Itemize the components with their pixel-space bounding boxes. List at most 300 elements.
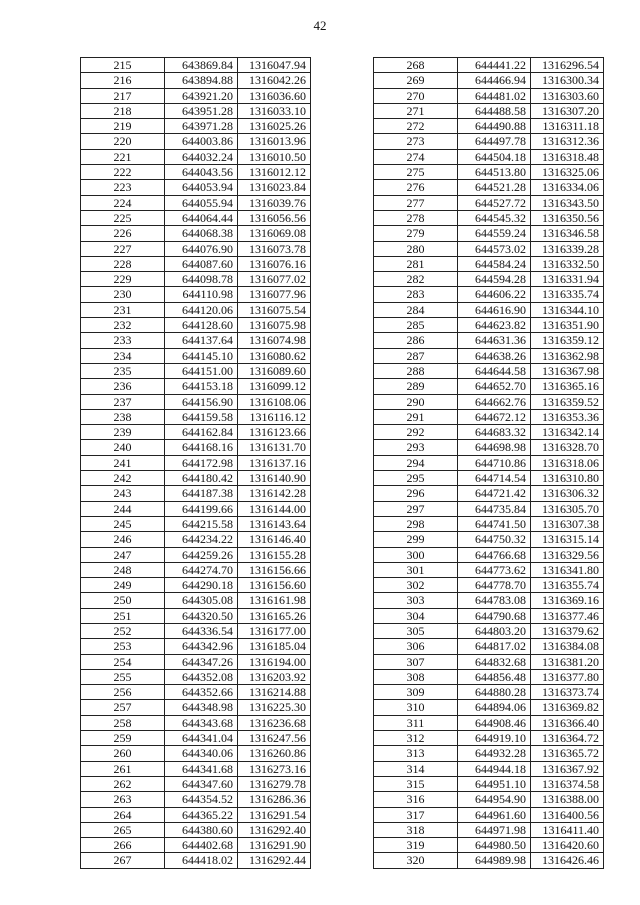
table-row — [374, 103, 604, 118]
y-coordinate-cell: 1316165.26 — [238, 608, 311, 623]
table-row — [81, 333, 311, 348]
x-coordinate-cell: 644856.48 — [458, 669, 531, 684]
table-row — [374, 149, 604, 164]
point-number-cell: 262 — [81, 776, 165, 791]
table-row — [374, 318, 604, 333]
point-number-cell: 303 — [374, 593, 458, 608]
table-row — [374, 241, 604, 256]
point-number-cell: 282 — [374, 272, 458, 287]
x-coordinate-cell: 644944.18 — [458, 761, 531, 776]
table-row — [374, 409, 604, 424]
x-coordinate-cell: 644721.42 — [458, 486, 531, 501]
table-row — [81, 501, 311, 516]
y-coordinate-cell: 1316286.36 — [238, 792, 311, 807]
point-number-cell: 310 — [374, 700, 458, 715]
y-coordinate-cell: 1316300.34 — [531, 73, 604, 88]
table-row — [374, 639, 604, 654]
x-coordinate-cell: 644347.60 — [165, 776, 238, 791]
x-coordinate-cell: 644644.58 — [458, 363, 531, 378]
x-coordinate-cell: 644735.84 — [458, 501, 531, 516]
x-coordinate-cell: 644783.08 — [458, 593, 531, 608]
point-number-cell: 319 — [374, 838, 458, 853]
y-coordinate-cell: 1316369.82 — [531, 700, 604, 715]
table-row — [81, 210, 311, 225]
y-coordinate-cell: 1316332.50 — [531, 256, 604, 271]
table-row — [374, 593, 604, 608]
table-row — [374, 822, 604, 837]
point-number-cell: 287 — [374, 348, 458, 363]
x-coordinate-cell: 644120.06 — [165, 302, 238, 317]
y-coordinate-cell: 1316367.98 — [531, 363, 604, 378]
x-coordinate-cell: 644137.64 — [165, 333, 238, 348]
table-body — [374, 58, 604, 869]
y-coordinate-cell: 1316334.06 — [531, 180, 604, 195]
x-coordinate-cell: 644234.22 — [165, 532, 238, 547]
y-coordinate-cell: 1316335.74 — [531, 287, 604, 302]
table-row — [374, 379, 604, 394]
point-number-cell: 312 — [374, 731, 458, 746]
y-coordinate-cell: 1316341.80 — [531, 562, 604, 577]
y-coordinate-cell: 1316156.60 — [238, 578, 311, 593]
x-coordinate-cell: 644172.98 — [165, 455, 238, 470]
point-number-cell: 294 — [374, 455, 458, 470]
y-coordinate-cell: 1316236.68 — [238, 715, 311, 730]
table-row — [81, 608, 311, 623]
x-coordinate-cell: 644259.26 — [165, 547, 238, 562]
y-coordinate-cell: 1316033.10 — [238, 103, 311, 118]
x-coordinate-cell: 644961.60 — [458, 807, 531, 822]
point-number-cell: 247 — [81, 547, 165, 562]
table-row — [374, 562, 604, 577]
point-number-cell: 313 — [374, 746, 458, 761]
table-row — [374, 746, 604, 761]
point-number-cell: 225 — [81, 210, 165, 225]
point-number-cell: 258 — [81, 715, 165, 730]
x-coordinate-cell: 644559.24 — [458, 226, 531, 241]
point-number-cell: 228 — [81, 256, 165, 271]
x-coordinate-cell: 644790.68 — [458, 608, 531, 623]
x-coordinate-cell: 644778.70 — [458, 578, 531, 593]
x-coordinate-cell: 644032.24 — [165, 149, 238, 164]
table-row — [374, 685, 604, 700]
table-row — [374, 226, 604, 241]
table-row — [81, 578, 311, 593]
y-coordinate-cell: 1316307.20 — [531, 103, 604, 118]
y-coordinate-cell: 1316144.00 — [238, 501, 311, 516]
y-coordinate-cell: 1316315.14 — [531, 532, 604, 547]
x-coordinate-cell: 644954.90 — [458, 792, 531, 807]
y-coordinate-cell: 1316318.48 — [531, 149, 604, 164]
point-number-cell: 315 — [374, 776, 458, 791]
x-coordinate-cell: 644347.26 — [165, 654, 238, 669]
x-coordinate-cell: 644584.24 — [458, 256, 531, 271]
table-row — [374, 88, 604, 103]
point-number-cell: 305 — [374, 623, 458, 638]
y-coordinate-cell: 1316311.18 — [531, 119, 604, 134]
point-number-cell: 264 — [81, 807, 165, 822]
point-number-cell: 288 — [374, 363, 458, 378]
table-row — [374, 700, 604, 715]
y-coordinate-cell: 1316225.30 — [238, 700, 311, 715]
point-number-cell: 306 — [374, 639, 458, 654]
y-coordinate-cell: 1316344.10 — [531, 302, 604, 317]
x-coordinate-cell: 644352.66 — [165, 685, 238, 700]
point-number-cell: 311 — [374, 715, 458, 730]
point-number-cell: 295 — [374, 471, 458, 486]
x-coordinate-cell: 644348.98 — [165, 700, 238, 715]
point-number-cell: 229 — [81, 272, 165, 287]
table-row — [374, 363, 604, 378]
x-coordinate-cell: 644156.90 — [165, 394, 238, 409]
table-row — [81, 103, 311, 118]
point-number-cell: 241 — [81, 455, 165, 470]
x-coordinate-cell: 644466.94 — [458, 73, 531, 88]
point-number-cell: 289 — [374, 379, 458, 394]
x-coordinate-cell: 644710.86 — [458, 455, 531, 470]
point-number-cell: 223 — [81, 180, 165, 195]
y-coordinate-cell: 1316343.50 — [531, 195, 604, 210]
point-number-cell: 291 — [374, 409, 458, 424]
table-row — [81, 241, 311, 256]
table-row — [81, 547, 311, 562]
y-coordinate-cell: 1316369.16 — [531, 593, 604, 608]
x-coordinate-cell: 644573.02 — [458, 241, 531, 256]
x-coordinate-cell: 644951.10 — [458, 776, 531, 791]
x-coordinate-cell: 644402.68 — [165, 838, 238, 853]
x-coordinate-cell: 644594.28 — [458, 272, 531, 287]
y-coordinate-cell: 1316155.28 — [238, 547, 311, 562]
y-coordinate-cell: 1316012.12 — [238, 165, 311, 180]
table-row — [81, 669, 311, 684]
y-coordinate-cell: 1316377.80 — [531, 669, 604, 684]
x-coordinate-cell: 644055.94 — [165, 195, 238, 210]
x-coordinate-cell: 644215.58 — [165, 516, 238, 531]
table-row — [81, 700, 311, 715]
point-number-cell: 230 — [81, 287, 165, 302]
y-coordinate-cell: 1316156.66 — [238, 562, 311, 577]
x-coordinate-cell: 644521.28 — [458, 180, 531, 195]
point-number-cell: 297 — [374, 501, 458, 516]
table-row — [374, 501, 604, 516]
table-row — [81, 623, 311, 638]
point-number-cell: 279 — [374, 226, 458, 241]
x-coordinate-cell: 644908.46 — [458, 715, 531, 730]
point-number-cell: 251 — [81, 608, 165, 623]
y-coordinate-cell: 1316080.62 — [238, 348, 311, 363]
table-row — [81, 287, 311, 302]
table-row — [374, 302, 604, 317]
table-row — [374, 440, 604, 455]
table-row — [81, 440, 311, 455]
point-number-cell: 296 — [374, 486, 458, 501]
y-coordinate-cell: 1316305.70 — [531, 501, 604, 516]
x-coordinate-cell: 644741.50 — [458, 516, 531, 531]
point-number-cell: 317 — [374, 807, 458, 822]
table-row — [81, 58, 311, 73]
y-coordinate-cell: 1316366.40 — [531, 715, 604, 730]
y-coordinate-cell: 1316161.98 — [238, 593, 311, 608]
point-number-cell: 219 — [81, 119, 165, 134]
table-row — [81, 409, 311, 424]
x-coordinate-cell: 644098.78 — [165, 272, 238, 287]
x-coordinate-cell: 644932.28 — [458, 746, 531, 761]
table-row — [81, 562, 311, 577]
table-row — [81, 761, 311, 776]
table-row — [374, 134, 604, 149]
x-coordinate-cell: 644180.42 — [165, 471, 238, 486]
point-number-cell: 299 — [374, 532, 458, 547]
table-row — [374, 394, 604, 409]
table-row — [81, 792, 311, 807]
point-number-cell: 286 — [374, 333, 458, 348]
y-coordinate-cell: 1316273.16 — [238, 761, 311, 776]
point-number-cell: 231 — [81, 302, 165, 317]
table-row — [374, 532, 604, 547]
point-number-cell: 252 — [81, 623, 165, 638]
point-number-cell: 283 — [374, 287, 458, 302]
x-coordinate-cell: 644076.90 — [165, 241, 238, 256]
point-number-cell: 274 — [374, 149, 458, 164]
table-row — [374, 516, 604, 531]
table-row — [374, 73, 604, 88]
point-number-cell: 309 — [374, 685, 458, 700]
x-coordinate-cell: 644545.32 — [458, 210, 531, 225]
table-row — [81, 746, 311, 761]
table-row — [374, 623, 604, 638]
point-number-cell: 240 — [81, 440, 165, 455]
table-row — [374, 333, 604, 348]
y-coordinate-cell: 1316146.40 — [238, 532, 311, 547]
point-number-cell: 260 — [81, 746, 165, 761]
y-coordinate-cell: 1316420.60 — [531, 838, 604, 853]
point-number-cell: 238 — [81, 409, 165, 424]
point-number-cell: 265 — [81, 822, 165, 837]
table-row — [374, 578, 604, 593]
x-coordinate-cell: 644128.60 — [165, 318, 238, 333]
point-number-cell: 270 — [374, 88, 458, 103]
point-number-cell: 218 — [81, 103, 165, 118]
x-coordinate-cell: 643869.84 — [165, 58, 238, 73]
point-number-cell: 277 — [374, 195, 458, 210]
x-coordinate-cell: 644980.50 — [458, 838, 531, 853]
y-coordinate-cell: 1316318.06 — [531, 455, 604, 470]
table-row — [81, 715, 311, 730]
y-coordinate-cell: 1316036.60 — [238, 88, 311, 103]
x-coordinate-cell: 644043.56 — [165, 165, 238, 180]
table-row — [81, 685, 311, 700]
y-coordinate-cell: 1316367.92 — [531, 761, 604, 776]
x-coordinate-cell: 644365.22 — [165, 807, 238, 822]
point-number-cell: 256 — [81, 685, 165, 700]
y-coordinate-cell: 1316325.06 — [531, 165, 604, 180]
x-coordinate-cell: 644662.76 — [458, 394, 531, 409]
y-coordinate-cell: 1316047.94 — [238, 58, 311, 73]
y-coordinate-cell: 1316140.90 — [238, 471, 311, 486]
table-row — [374, 608, 604, 623]
table-body — [81, 58, 311, 869]
x-coordinate-cell: 644481.02 — [458, 88, 531, 103]
y-coordinate-cell: 1316331.94 — [531, 272, 604, 287]
y-coordinate-cell: 1316291.54 — [238, 807, 311, 822]
x-coordinate-cell: 644488.58 — [458, 103, 531, 118]
y-coordinate-cell: 1316137.16 — [238, 455, 311, 470]
x-coordinate-cell: 643921.20 — [165, 88, 238, 103]
point-number-cell: 281 — [374, 256, 458, 271]
x-coordinate-cell: 644159.58 — [165, 409, 238, 424]
table-row — [81, 256, 311, 271]
y-coordinate-cell: 1316025.26 — [238, 119, 311, 134]
x-coordinate-cell: 644380.60 — [165, 822, 238, 837]
page-number: 42 — [313, 18, 327, 33]
y-coordinate-cell: 1316381.20 — [531, 654, 604, 669]
x-coordinate-cell: 644773.62 — [458, 562, 531, 577]
y-coordinate-cell: 1316291.90 — [238, 838, 311, 853]
y-coordinate-cell: 1316279.78 — [238, 776, 311, 791]
table-row — [81, 226, 311, 241]
table-row — [374, 287, 604, 302]
table-row — [81, 363, 311, 378]
point-number-cell: 222 — [81, 165, 165, 180]
y-coordinate-cell: 1316077.96 — [238, 287, 311, 302]
table-row — [81, 119, 311, 134]
point-number-cell: 271 — [374, 103, 458, 118]
y-coordinate-cell: 1316099.12 — [238, 379, 311, 394]
x-coordinate-cell: 644750.32 — [458, 532, 531, 547]
table-row — [374, 792, 604, 807]
x-coordinate-cell: 644305.08 — [165, 593, 238, 608]
table-row — [374, 547, 604, 562]
point-number-cell: 302 — [374, 578, 458, 593]
x-coordinate-cell: 644638.26 — [458, 348, 531, 363]
point-number-cell: 227 — [81, 241, 165, 256]
point-number-cell: 242 — [81, 471, 165, 486]
point-number-cell: 239 — [81, 425, 165, 440]
point-number-cell: 272 — [374, 119, 458, 134]
table-row — [374, 471, 604, 486]
y-coordinate-cell: 1316042.26 — [238, 73, 311, 88]
table-row — [81, 318, 311, 333]
point-number-cell: 304 — [374, 608, 458, 623]
table-row — [81, 394, 311, 409]
x-coordinate-cell: 644513.80 — [458, 165, 531, 180]
y-coordinate-cell: 1316353.36 — [531, 409, 604, 424]
point-number-cell: 320 — [374, 853, 458, 868]
y-coordinate-cell: 1316359.12 — [531, 333, 604, 348]
point-number-cell: 276 — [374, 180, 458, 195]
y-coordinate-cell: 1316074.98 — [238, 333, 311, 348]
y-coordinate-cell: 1316039.76 — [238, 195, 311, 210]
table-row — [81, 272, 311, 287]
y-coordinate-cell: 1316303.60 — [531, 88, 604, 103]
x-coordinate-cell: 644832.68 — [458, 654, 531, 669]
x-coordinate-cell: 644504.18 — [458, 149, 531, 164]
x-coordinate-cell: 644497.78 — [458, 134, 531, 149]
point-number-cell: 215 — [81, 58, 165, 73]
y-coordinate-cell: 1316131.70 — [238, 440, 311, 455]
x-coordinate-cell: 644343.68 — [165, 715, 238, 730]
table-row — [81, 348, 311, 363]
table-row — [81, 807, 311, 822]
point-number-cell: 285 — [374, 318, 458, 333]
x-coordinate-cell: 644623.82 — [458, 318, 531, 333]
point-number-cell: 220 — [81, 134, 165, 149]
table-row — [374, 425, 604, 440]
y-coordinate-cell: 1316365.72 — [531, 746, 604, 761]
y-coordinate-cell: 1316342.14 — [531, 425, 604, 440]
point-number-cell: 243 — [81, 486, 165, 501]
table-row — [81, 88, 311, 103]
point-number-cell: 216 — [81, 73, 165, 88]
point-number-cell: 253 — [81, 639, 165, 654]
y-coordinate-cell: 1316346.58 — [531, 226, 604, 241]
y-coordinate-cell: 1316142.28 — [238, 486, 311, 501]
x-coordinate-cell: 644003.86 — [165, 134, 238, 149]
x-coordinate-cell: 644606.22 — [458, 287, 531, 302]
y-coordinate-cell: 1316310.80 — [531, 471, 604, 486]
x-coordinate-cell: 644714.54 — [458, 471, 531, 486]
point-number-cell: 301 — [374, 562, 458, 577]
point-number-cell: 263 — [81, 792, 165, 807]
point-number-cell: 232 — [81, 318, 165, 333]
table-row — [81, 471, 311, 486]
x-coordinate-cell: 644766.68 — [458, 547, 531, 562]
table-row — [81, 654, 311, 669]
point-number-cell: 235 — [81, 363, 165, 378]
y-coordinate-cell: 1316351.90 — [531, 318, 604, 333]
y-coordinate-cell: 1316373.74 — [531, 685, 604, 700]
point-number-cell: 259 — [81, 731, 165, 746]
table-row — [374, 348, 604, 363]
point-number-cell: 246 — [81, 532, 165, 547]
point-number-cell: 254 — [81, 654, 165, 669]
y-coordinate-cell: 1316073.78 — [238, 241, 311, 256]
point-number-cell: 224 — [81, 195, 165, 210]
y-coordinate-cell: 1316260.86 — [238, 746, 311, 761]
x-coordinate-cell: 644527.72 — [458, 195, 531, 210]
point-number-cell: 314 — [374, 761, 458, 776]
y-coordinate-cell: 1316384.08 — [531, 639, 604, 654]
table-row — [81, 195, 311, 210]
x-coordinate-cell: 644320.50 — [165, 608, 238, 623]
x-coordinate-cell: 644919.10 — [458, 731, 531, 746]
x-coordinate-cell: 644989.98 — [458, 853, 531, 868]
y-coordinate-cell: 1316143.64 — [238, 516, 311, 531]
y-coordinate-cell: 1316400.56 — [531, 807, 604, 822]
table-row — [374, 195, 604, 210]
table-row — [374, 838, 604, 853]
point-number-cell: 237 — [81, 394, 165, 409]
y-coordinate-cell: 1316329.56 — [531, 547, 604, 562]
x-coordinate-cell: 644341.68 — [165, 761, 238, 776]
y-coordinate-cell: 1316339.28 — [531, 241, 604, 256]
table-row — [374, 165, 604, 180]
x-coordinate-cell: 644068.38 — [165, 226, 238, 241]
point-number-cell: 284 — [374, 302, 458, 317]
table-row — [81, 731, 311, 746]
x-coordinate-cell: 644110.98 — [165, 287, 238, 302]
table-row — [374, 210, 604, 225]
y-coordinate-cell: 1316023.84 — [238, 180, 311, 195]
x-coordinate-cell: 644672.12 — [458, 409, 531, 424]
point-number-cell: 290 — [374, 394, 458, 409]
point-number-cell: 298 — [374, 516, 458, 531]
y-coordinate-cell: 1316075.54 — [238, 302, 311, 317]
x-coordinate-cell: 644352.08 — [165, 669, 238, 684]
y-coordinate-cell: 1316388.00 — [531, 792, 604, 807]
y-coordinate-cell: 1316355.74 — [531, 578, 604, 593]
x-coordinate-cell: 643951.28 — [165, 103, 238, 118]
y-coordinate-cell: 1316328.70 — [531, 440, 604, 455]
